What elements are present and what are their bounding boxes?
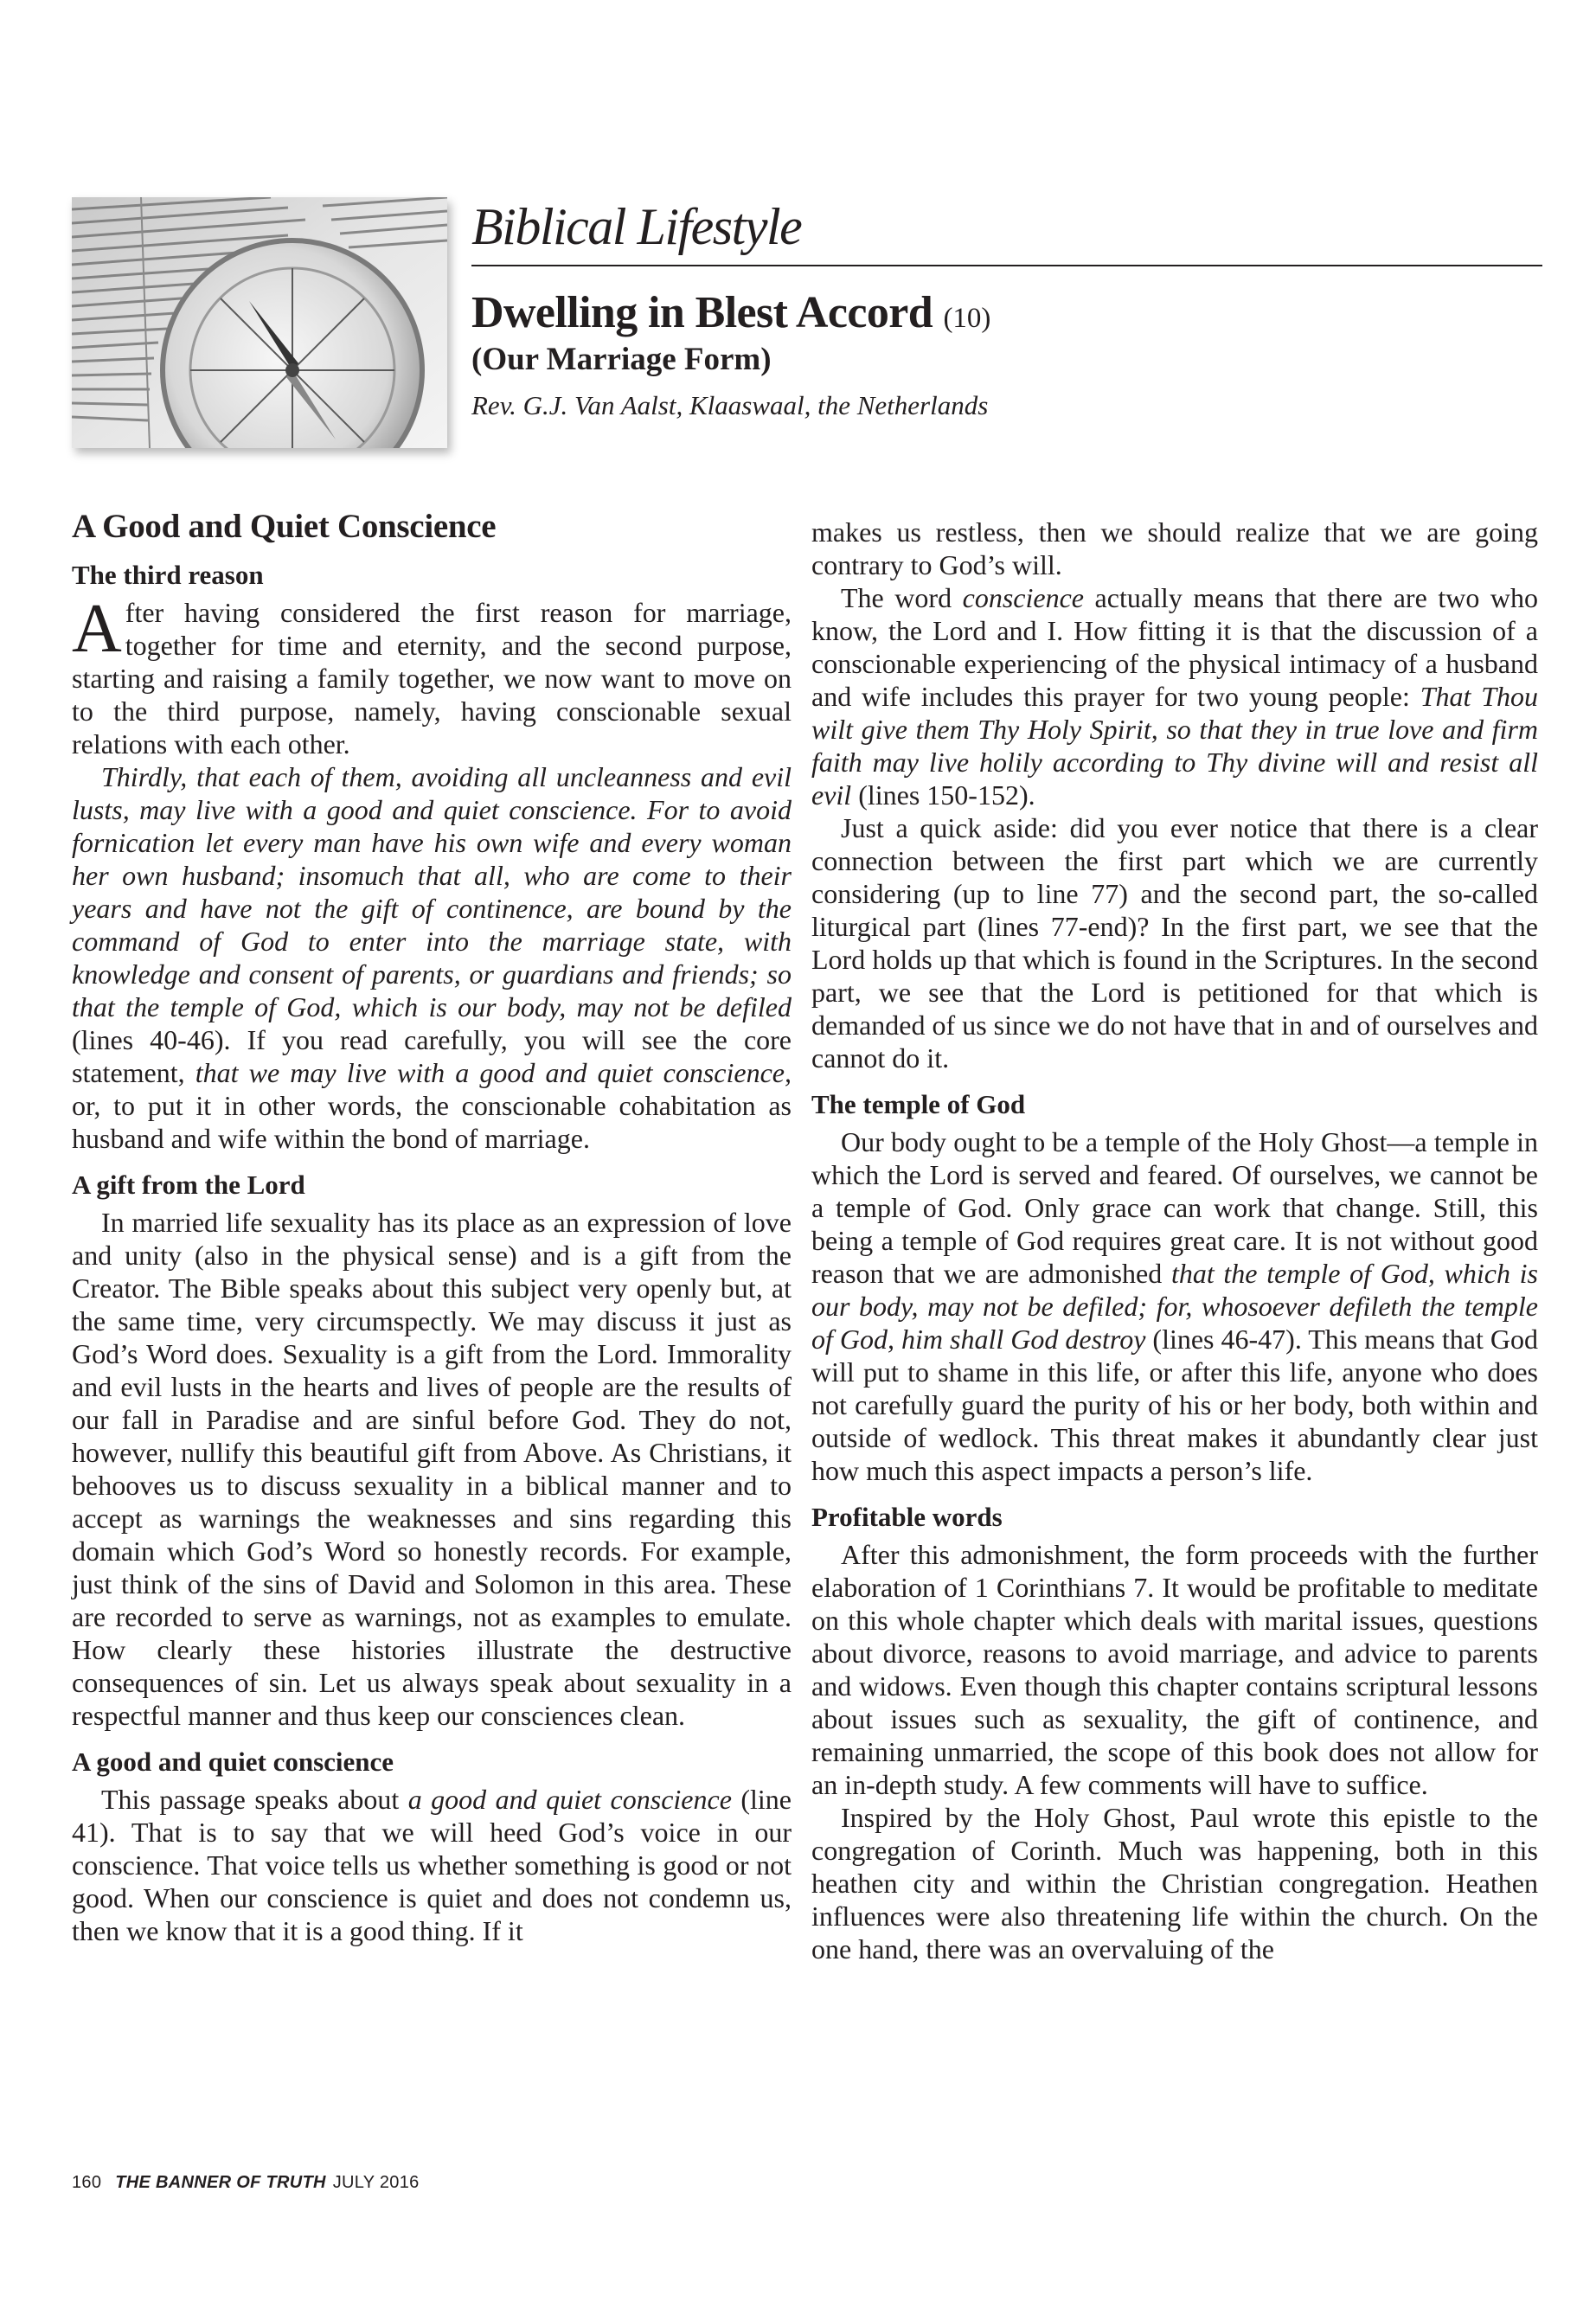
paragraph-text: or, to put it in other words, the conscionable cohabitation as husband and wife within the bond of marriage.: [72, 1090, 792, 1154]
quote-text: That Thou wilt give them Thy Holy Spirit, so that they in true love and firm faith may live holily according to Thy divine will and resist all evil: [811, 681, 1539, 811]
paragraph: In married life sexuality has its place as an expression of love and unity (also in the physical sense) and is a gift from the Creator. The Bible speaks about this subject very openly but, at the same time, very circumspectly. We may discuss it just as God’s Word does. Sexuality is a gift from the Lord. Immorality and evil lusts in the hearts and lives of people are the results of our fall in Paradise and are sinful before God. They do not, however, nullify this beautiful gift from Above. As Christians, it behooves us to discuss sexuality in a biblical manner and to accept as warnings the weaknesses and sins regarding this domain which God’s Word so honestly records. For example, just think of the sins of David and Solomon in this area. These are recorded to serve as warnings, not as examples to emulate. How clearly these histories illustrate the destructive consequences of sin. Let us always speak about sexuality in a respectful manner and thus keep our consciences clean.: [72, 1207, 792, 1731]
emphasis-text: conscience: [962, 582, 1084, 613]
paragraph-text: The word: [841, 582, 963, 613]
paragraph-text: fter having considered the first reason for marriage, together for time and eternity, and the second purpose, starting and raising a family together, we now want to move on to the third purpose, namely, having conscionable sexual relations with each other.: [72, 597, 792, 760]
paragraph-text: (lines 150-152).: [851, 779, 1035, 811]
section-title: Biblical Lifestyle: [471, 198, 802, 255]
subheading-profitable-words: Profitable words: [811, 1502, 1003, 1532]
author-byline: Rev. G.J. Van Aalst, Klaaswaal, the Netherlands: [471, 390, 989, 420]
article-subtitle: (Our Marriage Form): [471, 342, 772, 377]
subheading-temple-of-god: The temple of God: [811, 1089, 1026, 1119]
paragraph: [811, 1125, 1538, 1487]
quote-text: that the temple of God, which is our body, may not be defiled; for, whosoever defileth the temple of God, him shall God destroy: [811, 1258, 1539, 1355]
paragraph-text: This passage speaks about: [101, 1784, 408, 1815]
title-rule: [471, 265, 1542, 266]
paragraph: [811, 581, 1538, 811]
publication-name: THE BANNER OF TRUTH: [115, 2173, 326, 2192]
right-column: [811, 516, 1538, 1965]
issue-date: JULY 2016: [332, 2173, 420, 2192]
paragraph-text: (line 41). That is to say that we will heed God’s voice in our conscience. That voice tells us whether something is good or not good. When our conscience is quiet and does not condemn us, then we know that it is a good thing. If it: [72, 1784, 792, 1946]
main-heading: A Good and Quiet Conscience: [72, 508, 497, 545]
paragraph: [72, 760, 792, 1155]
paragraph-text: Our body ought to be a temple of the Holy Ghost—a temple in which the Lord is served and feared. Of ourselves, we cannot be a temple of God. Only grace can work that change. Still, this being a temple of God requires great care. It is not without good reason that we are admonished: [811, 1126, 1538, 1289]
paragraph-text: (lines 40-46). If you read carefully, you will see the core statement,: [72, 1024, 792, 1088]
subheading-gift-from-the-lord: A gift from the Lord: [72, 1170, 305, 1200]
emphasis-text: that we may live with a good and quiet conscience,: [195, 1057, 792, 1088]
paragraph-text: (lines 46-47). This means that God will put to shame in this life, or after this life, anyone who does not carefully guard the purity of his or her body, both within and outside of wedlock. This threat makes it abundantly clear just how much this aspect impacts a person’s life.: [811, 1324, 1539, 1486]
subheading-good-and-quiet-conscience: A good and quiet conscience: [72, 1747, 394, 1777]
open-bible-with-compass-image: [72, 197, 447, 448]
paragraph: makes us restless, then we should realize that we are going contrary to God’s will.: [811, 516, 1538, 580]
article-title: [471, 288, 990, 337]
subheading-third-reason: The third reason: [72, 560, 264, 590]
page-number: 160: [72, 2173, 102, 2192]
paragraph: After this admonishment, the form proceeds with the further elaboration of 1 Corinthians 7. It would be profitable to meditate on this whole chapter which deals with marital issues, questions about divorce, reasons to avoid marriage, and advice to parents and widows. Even though this chapter contains scriptural lessons about issues such as sexuality, the gift of continence, and remaining unmarried, the scope of this book does not allow for an in-depth study. A few comments will have to suffice.: [811, 1539, 1538, 1800]
page-footer: [72, 2173, 420, 2193]
quote-text: Thirdly, that each of them, avoiding all uncleanness and evil lusts, may live with a good and quiet conscience. For to avoid fornication let every man have his own wife and every woman her own husband; insomuch that all, who are come to their years and have not the gift of continence, are bound by the command of God to enter into the marriage state, with knowledge and consent of parents, or guardians and friends; so that the temple of God, which is our body, may not be defiled: [72, 761, 792, 1022]
emphasis-text: a good and quiet conscience: [407, 1784, 732, 1815]
bible-compass-illustration: [72, 197, 447, 448]
article-title-text: Dwelling in Blest Accord: [471, 288, 933, 337]
paragraph-text: actually means that there are two who know, the Lord and I. How fitting it is that the discussion of a conscionable experiencing of the physical intimacy of a husband and wife includes this prayer for two young people:: [811, 582, 1539, 712]
drop-cap: A: [72, 591, 122, 667]
paragraph: [72, 1783, 792, 1947]
article-part-number: (10): [943, 303, 991, 334]
paragraph: [72, 591, 792, 760]
paragraph: Inspired by the Holy Ghost, Paul wrote this epistle to the congregation of Corinth. Much was happening, both in this heathen city and within the Christian congregation. Heathen influences were also threatening life within the church. On the one hand, there was an overvaluing of the: [811, 1802, 1538, 1965]
paragraph: Just a quick aside: did you ever notice that there is a clear connection between the first part which we are currently considering (up to line 77) and the second part, the so-called liturgical part (lines 77-end)? In the first part, we see that the Lord holds up that which is found in the Scriptures. In the second part, we see that the Lord is petitioned for that which is demanded of us since we do not have that in and of ourselves and cannot do it.: [811, 812, 1538, 1074]
left-column: [72, 507, 792, 1947]
